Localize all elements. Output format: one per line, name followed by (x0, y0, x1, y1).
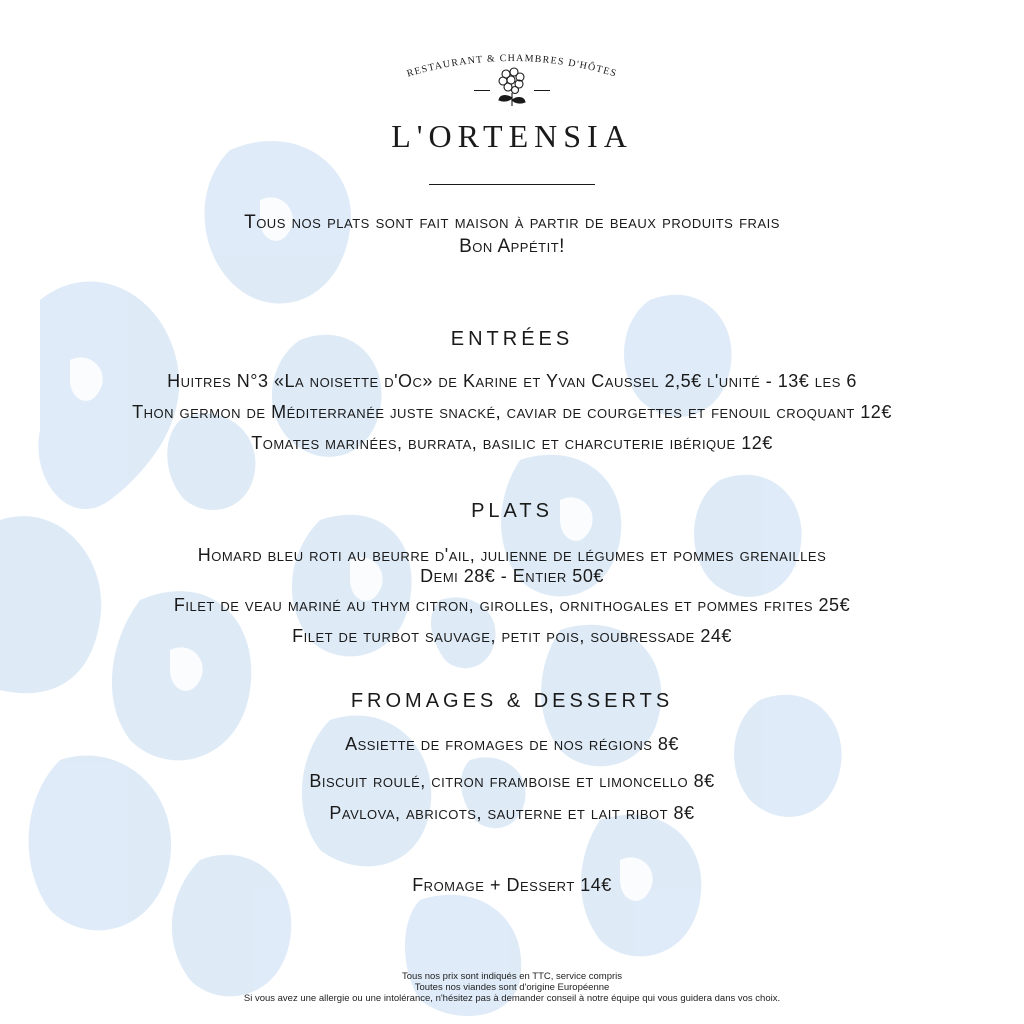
menu-item: Biscuit roulé, citron framboise et limoncello 8€ (309, 771, 715, 791)
intro-line-1: Tous nos plats sont fait maison à partir de beaux produits frais (244, 212, 780, 233)
footer-line-3: Si vous avez une allergie ou une intolérance, n'hésitez pas à demander conseil à notre équipe qui vous guidera dans vos choix. (243, 993, 781, 1004)
section-title-desserts: FROMAGES & DESSERTS (350, 690, 674, 712)
footer-line-1: Tous nos prix sont indiqués en TTC, service compris (402, 971, 622, 982)
menu-item: Huitres N°3 «La noisette d'Oc» de Karine et Yvan Caussel 2,5€ l'unité - 13€ les 6 (167, 371, 857, 391)
combo-offer: Fromage + Dessert 14€ (412, 875, 612, 895)
section-title-entrees: ENTRÉES (450, 328, 574, 350)
menu-item: Thon germon de Méditerranée juste snacké, caviar de courgettes et fenouil croquant 12€ (132, 402, 892, 422)
menu-item: Pavlova, abricots, sauterne et lait ribot 8€ (329, 803, 695, 823)
menu-item: Assiette de fromages de nos régions 8€ (345, 734, 679, 754)
tagline-dash-left (474, 90, 490, 91)
tagline-dash-right (534, 90, 550, 91)
menu-item: Filet de veau mariné au thym citron, girolles, ornithogales et pommes frites 25€ (173, 595, 851, 615)
section-title-plats: PLATS (471, 500, 553, 522)
intro-line-2: Bon Appétit! (459, 236, 565, 257)
header-divider (429, 184, 595, 185)
menu-item-price: Demi 28€ - Entier 50€ (420, 566, 604, 586)
menu-item: Tomates marinées, burrata, basilic et charcuterie ibérique 12€ (251, 433, 773, 453)
restaurant-name: L'ORTENSIA (391, 118, 633, 154)
menu-item: Filet de turbot sauvage, petit pois, soubressade 24€ (292, 626, 732, 646)
footer-line-2: Toutes nos viandes sont d'origine Européenne (414, 982, 610, 993)
hydrangea-flower-icon (494, 64, 530, 108)
tagline: RESTAURANT & CHAMBRES D'HÔTES (405, 52, 619, 80)
menu-item: Homard bleu roti au beurre d'ail, julienne de légumes et pommes grenailles (197, 545, 827, 565)
